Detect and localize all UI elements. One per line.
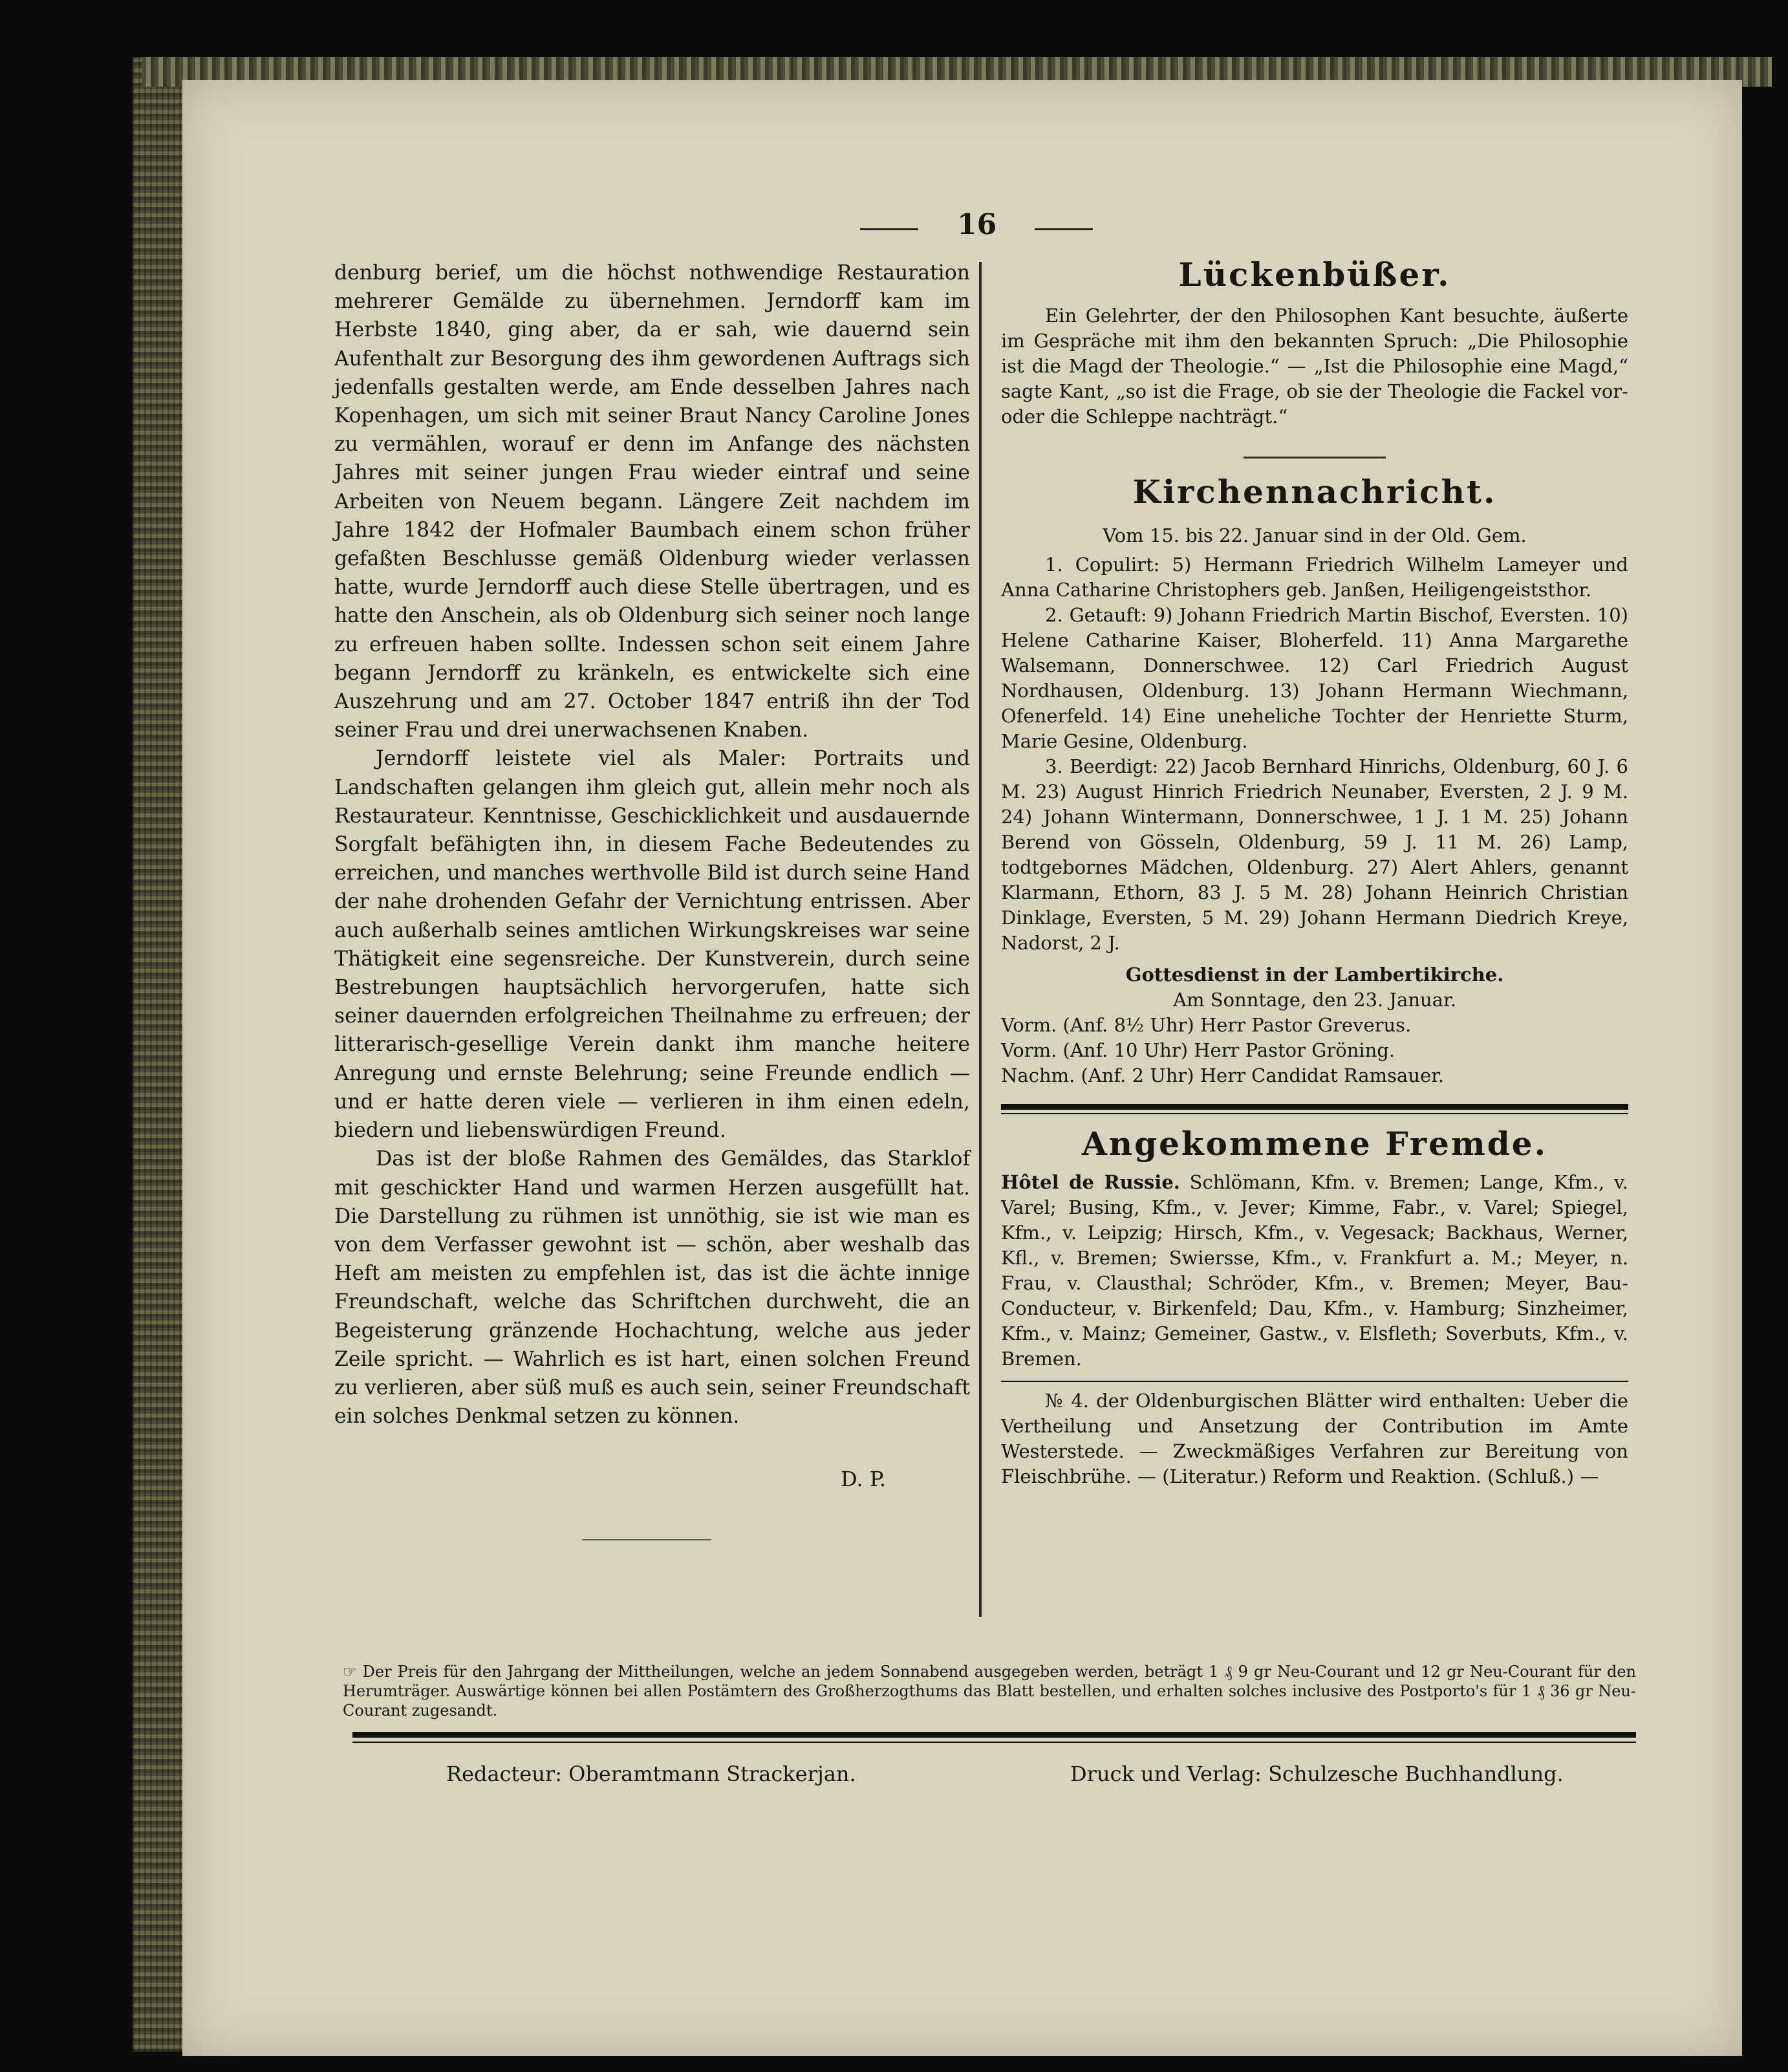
footer-thick-rule bbox=[352, 1732, 1636, 1738]
author-signature: D. P. bbox=[841, 1467, 887, 1491]
section-end-rule bbox=[582, 1539, 711, 1540]
next-issue-notice: № 4. der Oldenburgischen Blätter wird enthalten: Ueber die Vertheilung und Ansetzung der Contribution im Amte Westerstede. — Zweckmäßiges Verfahren zur Bereitung von Fleischbrühe. — (Literatur.) Reform und Reaktion. (Schluß.) — bbox=[1001, 1390, 1628, 1487]
footer-thin-rule bbox=[352, 1742, 1636, 1743]
service-1: Vorm. (Anf. 8½ Uhr) Herr Pastor Greverus. bbox=[1001, 1014, 1412, 1036]
header-rule-left bbox=[860, 228, 918, 230]
paragraph-review: Das ist der bloße Rahmen des Gemäldes, das Starklof mit geschickter Hand und warmen Herzen ausgefüllt hat. Die Darstellung zu rühmen ist unnöthig, sie ist wie man es von dem Verfasser gewohnt ist — schön, aber weshalb das Heft am meisten zu empfehlen ist, das ist die ächte innige Freundschaft, welche das Schriftchen durchweht, die an Begeisterung gränzende Hochachtung, welche aus jeder Zeile spricht. — Wahrlich es ist hart, einen solchen Freund zu verlieren, aber süß muß es auch sein, seiner Freundschaft ein solches Denkmal setzen zu können. bbox=[334, 1147, 970, 1429]
notice-rule bbox=[1001, 1381, 1628, 1382]
beerdigt-entry: 3. Beerdigt: 22) Jacob Bernhard Hinrichs, Oldenburg, 60 J. 6 M. 23) August Hinrich Friedrich Neunaber, Eversten, 2 J. 9 M. 24) Johann Wintermann, Donnerschwee, 1 J. 1 M. 25) Johann Berend von Gösseln, Oldenburg, 59 J. 11 M. 26) Lamp, todtgebornes Mädchen, Oldenburg. 27) Alert Ahlers, genannt Klarmann, Ethorn, 83 J. 5 M. 28) Johann Heinrich Christian Dinklage, Eversten, 5 M. 29) Johann Hermann Diedrich Kreye, Nadorst, 2 J. bbox=[1001, 755, 1628, 954]
printer-line: Druck und Verlag: Schulzesche Buchhandlung. bbox=[1070, 1762, 1564, 1786]
fremde-rules-top bbox=[1001, 1104, 1628, 1114]
service-2: Vorm. (Anf. 10 Uhr) Herr Pastor Gröning. bbox=[1001, 1039, 1395, 1061]
hotel-name: Hôtel de Russie. bbox=[1001, 1171, 1180, 1193]
gottesdienst-heading: Gottesdienst in der Lambertikirche. bbox=[1125, 964, 1504, 986]
thick-rule bbox=[1001, 1104, 1628, 1110]
lueckenbuesser-heading: Lückenbüßer. bbox=[1178, 255, 1451, 294]
column-divider bbox=[979, 262, 982, 1617]
kirchen-period: Vom 15. bis 22. Januar sind in der Old. Gem. bbox=[1103, 524, 1527, 546]
lueckenbuesser-text: Ein Gelehrter, der den Philosophen Kant besuchte, äußerte im Gespräche mit ihm den bekannten Spruch: „Die Philosophie ist die Magd der Theologie.“ — „Ist die Philosophie eine Magd,“ sagte Kant, „so ist die Frage, ob sie der Theologie die Fackel vor- oder die Schleppe nachträgt.“ bbox=[1001, 305, 1628, 427]
kirchennachricht-heading: Kirchennachricht. bbox=[1132, 473, 1497, 511]
page-header bbox=[854, 208, 1099, 247]
paragraph-jerndorff-work: Jerndorff leistete viel als Maler: Portraits und Landschaften gelangen ihm gleich gut, allein mehr noch als Restaurateur. Kenntnisse, Geschicklichkeit und ausdauernde Sorgfalt befähigten ihn, in diesem Fache Bedeutendes zu erreichen, und manches werthvolle Bild ist durch seine Hand der nahe drohenden Gefahr der Vernichtung entrissen. Aber auch außerhalb seines amtlichen Wirkungskreises war seine Thätigkeit eine segensreiche. Der Kunstverein, durch seine Bestrebungen hauptsächlich hervorgerufen, hatte sich seiner dauernden erfolgreichen Theilnahme zu erfreuen; der litterarisch-gesellige Verein dankt ihm manche heitere Anregung und ernste Belehrung; seine Freunde endlich — und er hatte deren viele — verlieren in ihm einen edeln, biedern und liebenswürdigen Freund. bbox=[334, 747, 970, 1143]
fremde-heading: Angekommene Fremde. bbox=[1082, 1125, 1547, 1163]
hotel-entry bbox=[1001, 1170, 1628, 1372]
paragraph-jerndorff-biography: denburg berief, um die höchst nothwendige Restauration mehrerer Gemälde zu übernehmen. Jerndorff kam im Herbste 1840, ging aber, da er sah, wie dauernd sein Aufenthalt zur Besorgung des ihm gewordenen Auftrags sich jedenfalls gestalten werde, am Ende desselben Jahres nach Kopenhagen, um sich mit seiner Braut Nancy Caroline Jones zu vermählen, worauf er denn im Anfange des nächsten Jahres mit seiner jungen Frau wieder eintraf und seine Arbeiten von Neuem begann. Längere Zeit nachdem im Jahre 1842 der Hofmaler Baumbach einem schon früher gefaßten Beschlusse gemäß Oldenburg wieder verlassen hatte, wurde Jerndorff auch diese Stelle übertragen, und es hatte den Anschein, als ob Oldenburg sich seiner noch lange zu erfreuen haben sollte. Indessen schon seit einem Jahre begann Jerndorff zu kränkeln, es entwickelte sich eine Auszehrung und am 27. October 1847 entriß ihn der Tod seiner Frau und drei unerwachsenen Knaben. bbox=[334, 261, 970, 742]
page-number: 16 bbox=[957, 208, 997, 241]
thin-rule bbox=[1001, 1113, 1628, 1114]
editor-line: Redacteur: Oberamtmann Strackerjan. bbox=[446, 1762, 856, 1786]
gottesdienst-date: Am Sonntage, den 23. Januar. bbox=[1173, 989, 1456, 1011]
header-rule-right bbox=[1035, 228, 1093, 230]
getauft-entry: 2. Getauft: 9) Johann Friedrich Martin Bischof, Eversten. 10) Helene Catharine Kaiser, Bloherfeld. 11) Anna Margarethe Walsemann, Donnerschwee. 12) Carl Friedrich August Nordhausen, Oldenburg. 13) Johann Hermann Wiechmann, Ofenerfeld. 14) Eine uneheliche Tochter der Henriette Sturm, Marie Gesine, Oldenburg. bbox=[1001, 604, 1628, 752]
copulirt-entry: 1. Copulirt: 5) Hermann Friedrich Wilhelm Lameyer und Anna Catharine Christophers geb. Janßen, Heiligengeiststhor. bbox=[1001, 554, 1628, 601]
left-column bbox=[334, 259, 970, 1430]
hotel-guests: Schlömann, Kfm. v. Bremen; Lange, Kfm., v. Varel; Busing, Kfm., v. Jever; Kimme, Fabr., v. Varel; Spiegel, Kfm., v. Leipzig; Hirsch, Kfm., v. Vegesack; Backhaus, Werner, Kfl., v. Bremen; Swiersse, Kfm., v. Frankfurt a. M.; Meyer, n. Frau, v. Clausthal; Schröder, Kfm., v. Bremen; Meyer, Bau-Conducteur, v. Birkenfeld; Dau, Kfm., v. Hamburg; Sinzheimer, Kfm., v. Mainz; Gemeiner, Gastw., v. Elsfleth; Soverbuts, Kfm., v. Bremen. bbox=[1001, 1171, 1629, 1370]
subscription-note: ☞ Der Preis für den Jahrgang der Mittheilungen, welche an jedem Sonnabend ausgegeben werden, beträgt 1 ₰ 9 gr Neu-Courant und 12 gr Neu-Courant für den Herumträger. Auswärtige können bei allen Postämtern des Großherzogthums das Blatt bestellen, und erhalten solches inclusive des Postporto's für 1 ₰ 36 gr Neu-Courant zugesandt. bbox=[343, 1663, 1636, 1720]
section-rule bbox=[1244, 457, 1386, 459]
service-3: Nachm. (Anf. 2 Uhr) Herr Candidat Ramsauer. bbox=[1001, 1064, 1445, 1086]
footer-rules bbox=[352, 1732, 1636, 1743]
right-column bbox=[1001, 255, 1628, 1489]
